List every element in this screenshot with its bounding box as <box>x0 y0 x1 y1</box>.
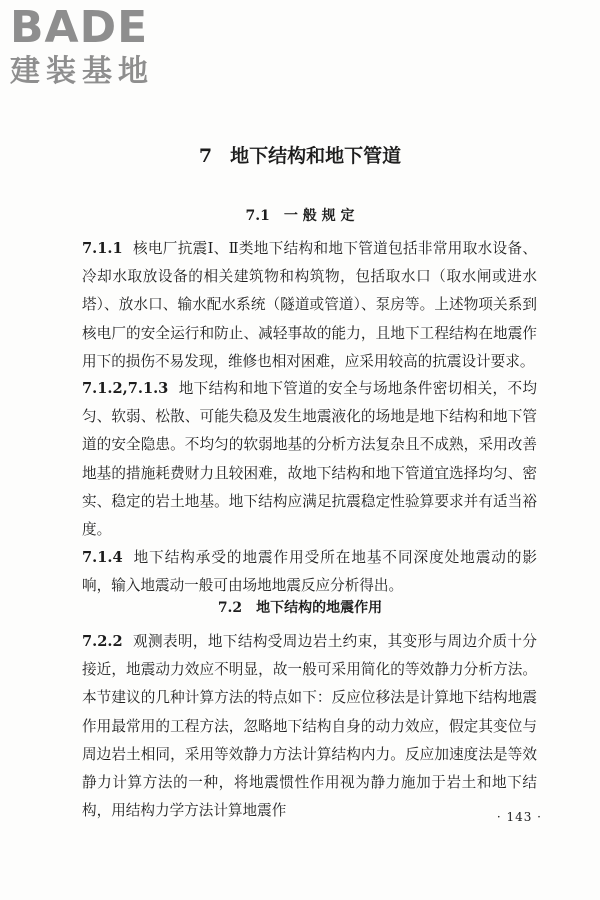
section-heading-7-1 <box>0 204 600 228</box>
clause-number: 7.2.2 <box>82 633 123 650</box>
clause-7-2-2 <box>82 628 537 825</box>
logo-wordmark: BADE <box>10 2 149 53</box>
clause-number: 7.1.1 <box>82 240 123 257</box>
section-number: 7.1 <box>245 208 270 224</box>
chapter-number: 7 <box>198 145 213 167</box>
chapter-heading: 地下结构和地下管道 <box>230 145 402 167</box>
section-title: 地下结构的地震作用 <box>256 600 383 616</box>
page-number: · 143 · <box>496 810 542 824</box>
bade-logo <box>10 4 180 94</box>
clause-text: 地下结构和地下管道的安全与场地条件密切相关，不均匀、软弱、松散、可能失稳及发生地震液化的场地是地下结构和地下管道的安全隐患。不均匀的软弱地基的分析方法复杂且不成熟，采用改善地基的措施耗费财力且较困难，故地下结构和地下管道宜选择均匀、密实、稳定的岩土地基。地下结构应满足抗震稳定性验算要求并有适当裕度。 <box>82 380 537 539</box>
logo-subtitle: 建装基地 <box>10 54 154 89</box>
clause-text: 观测表明，地下结构受周边岩土约束，其变形与周边介质十分接近，地震动力效应不明显，故一般可采用简化的等效静力分析方法。本节建议的几种计算方法的特点如下：反应位移法是计算地下结构地震作用最常用的工程方法，忽略地下结构自身的动力效应，假定其变位与周边岩土相同，采用等效静力方法计算结构内力。反应加速度法是等效静力计算方法的一种，将地震惯性作用视为静力施加于岩土和地下结构，用结构力学方法计算地震作 <box>82 633 537 820</box>
clause-7-1-2-7-1-3 <box>82 375 537 544</box>
clause-text: 核电厂抗震Ⅰ、Ⅱ类地下结构和地下管道包括非常用取水设备、冷却水取放设备的相关建筑物和构筑物，包括取水口（取水闸或进水塔）、放水口、输水配水系统（隧道或管道）、泵房等。上述物项关系到核电厂的安全运行和防止、减轻事故的能力，且地下工程结构在地震作用下的损伤不易发现，维修也相对困难，应采用较高的抗震设计要求。 <box>82 240 537 370</box>
section-number: 7.2 <box>217 600 243 616</box>
chapter-title <box>0 141 600 171</box>
clause-number: 7.1.2,7.1.3 <box>82 380 169 397</box>
section-title: 一 般 规 定 <box>283 208 355 224</box>
clause-text: 地下结构承受的地震作用受所在地基不同深度处地震动的影响，输入地震动一般可由场地地震反应分析得出。 <box>82 549 537 595</box>
clause-number: 7.1.4 <box>82 549 123 566</box>
section-heading-7-2 <box>0 596 600 620</box>
clause-7-1-1 <box>82 235 537 376</box>
clause-7-1-4 <box>82 544 537 600</box>
